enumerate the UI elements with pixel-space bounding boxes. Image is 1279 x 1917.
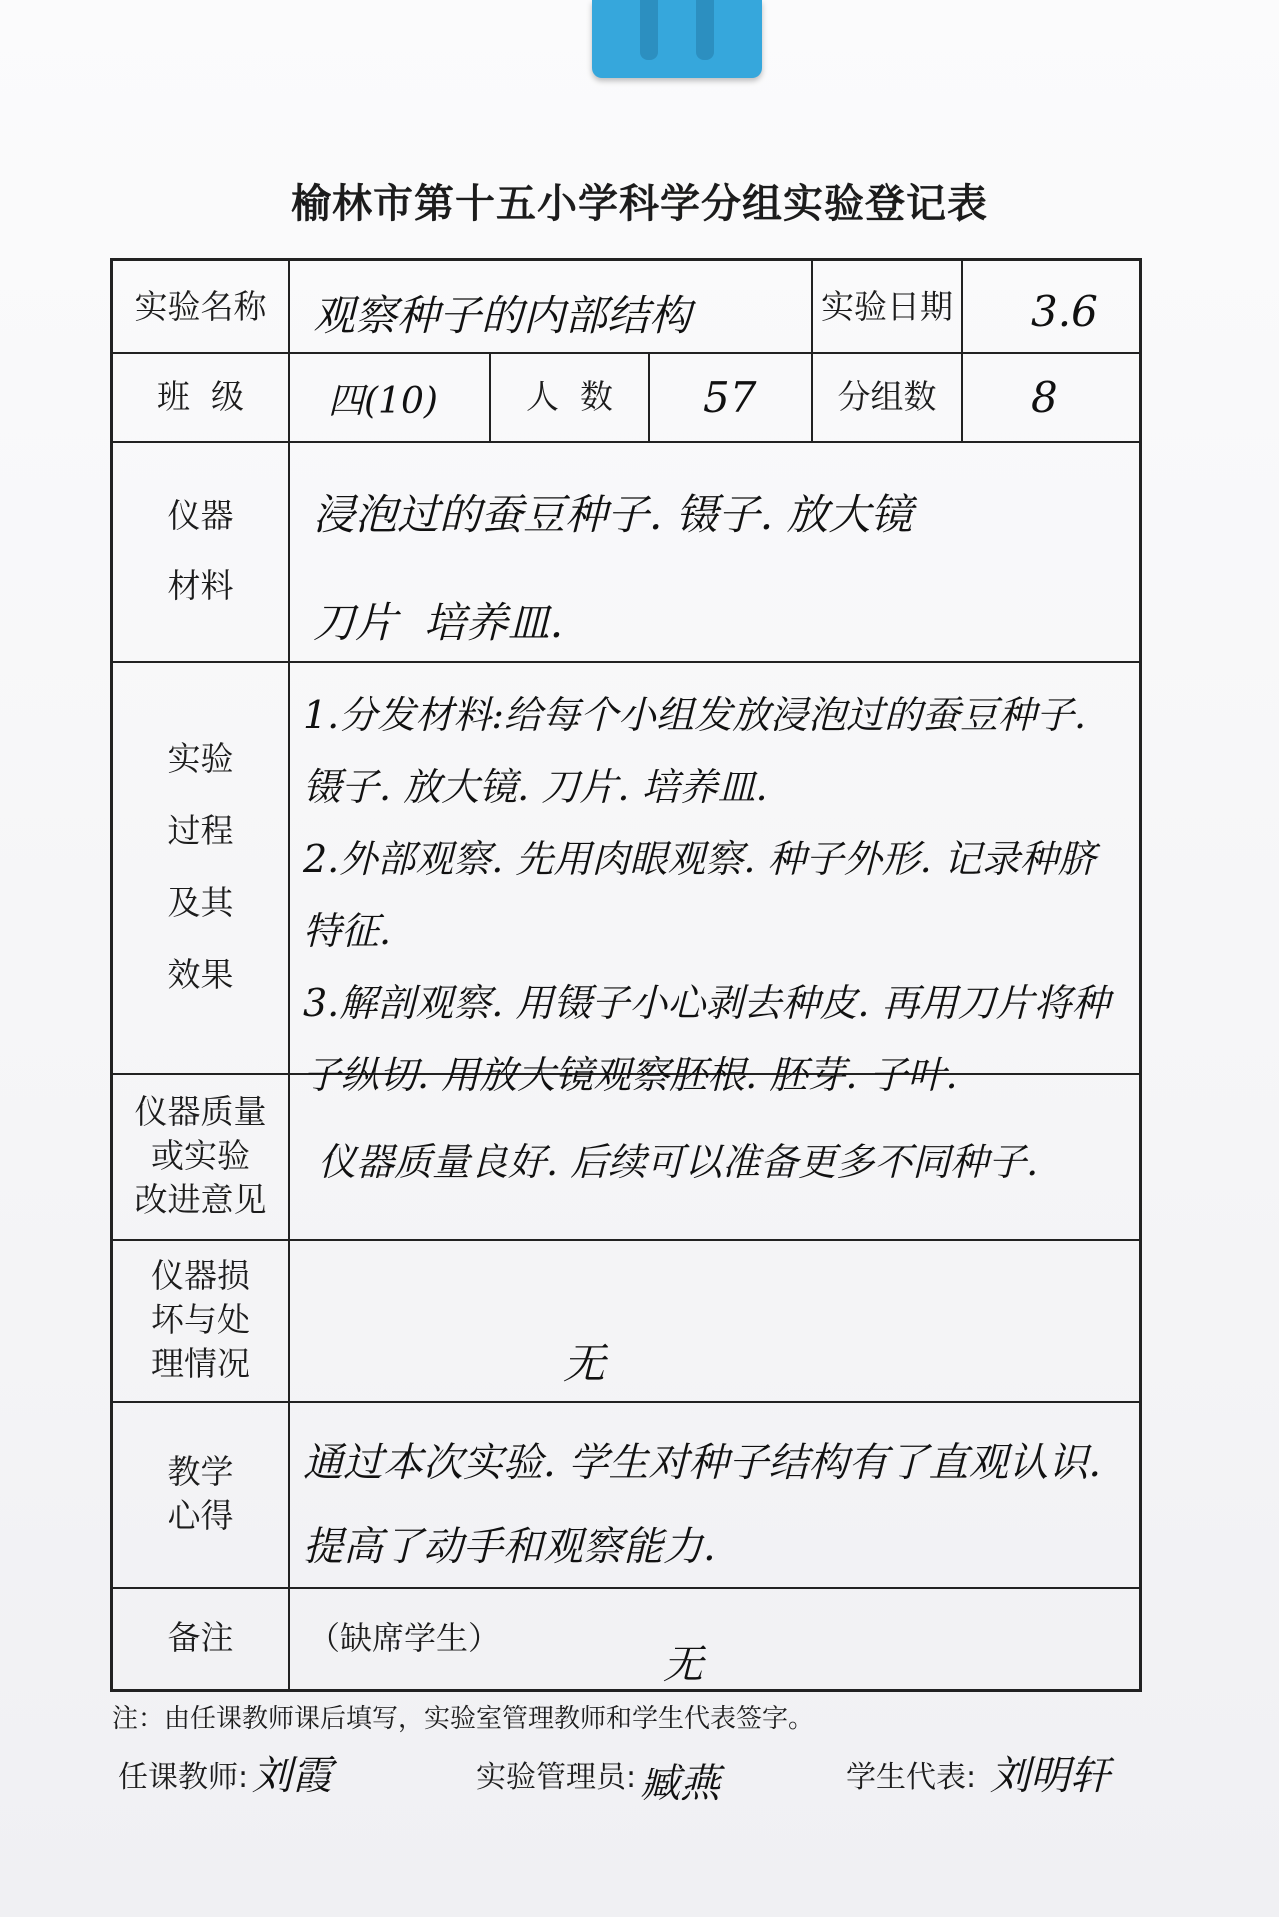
binder-clip <box>592 0 762 78</box>
value-groups: 8 <box>1031 373 1058 422</box>
remarks-prefix: （缺席学生） <box>308 1619 501 1657</box>
teacher-label: 任课教师: <box>118 1760 249 1795</box>
student-label: 学生代表: <box>846 1760 977 1795</box>
value-process: 1.分发材料:给每个小组发放浸泡过的蚕豆种子. 镊子. 放大镜. 刀片. 培养皿. 2.外部观察. 先用肉眼观察. 种子外形. 记录种脐特征. 3.解剖观察. 用镊子小心剥去种皮. 再用刀片将种子纵切. 用放大镜观察胚根. 胚芽. 子叶. <box>303 693 1110 1097</box>
value-experiment-name: 观察种子的内部结构 <box>313 291 692 340</box>
label-reflection: 教学 心得 <box>167 1452 234 1535</box>
value-people: 57 <box>703 373 757 422</box>
label-people: 人 数 <box>526 376 613 416</box>
admin-label: 实验管理员: <box>476 1760 637 1795</box>
label-experiment-date: 实验日期 <box>821 286 953 326</box>
registration-table <box>110 258 1142 1692</box>
label-remarks: 备注 <box>167 1618 234 1657</box>
value-remarks: 无 <box>663 1642 703 1688</box>
label-materials: 仪器 材料 <box>167 496 234 605</box>
value-class: 四(10) <box>328 381 438 422</box>
label-process: 实验 过程 及其 效果 <box>167 739 234 994</box>
label-class: 班 级 <box>157 376 244 416</box>
value-reflection: 通过本次实验. 学生对种子结构有了直观认识. 提高了动手和观察能力. <box>303 1440 1114 1570</box>
label-quality: 仪器质量 或实验 改进意见 <box>134 1092 267 1219</box>
label-groups: 分组数 <box>837 376 937 416</box>
teacher-signature: 刘霞 <box>252 1753 332 1799</box>
form-title: 榆林市第十五小学科学分组实验登记表 <box>291 181 988 227</box>
value-experiment-date: 3.6 <box>1031 287 1098 336</box>
label-damage: 仪器损 坏与处 理情况 <box>151 1256 250 1383</box>
value-quality: 仪器质量良好. 后续可以准备更多不同种子. <box>318 1140 1039 1184</box>
footer-note: 注：由任课教师课后填写，实验室管理教师和学生代表签字。 <box>112 1704 815 1734</box>
student-signature: 刘明轩 <box>990 1753 1110 1799</box>
value-damage: 无 <box>563 1339 606 1388</box>
admin-signature: 臧燕 <box>640 1761 720 1807</box>
value-materials: 浸泡过的蚕豆种子. 镊子. 放大镜 刀片 培养皿. <box>313 490 913 647</box>
label-experiment-name: 实验名称 <box>134 286 267 326</box>
